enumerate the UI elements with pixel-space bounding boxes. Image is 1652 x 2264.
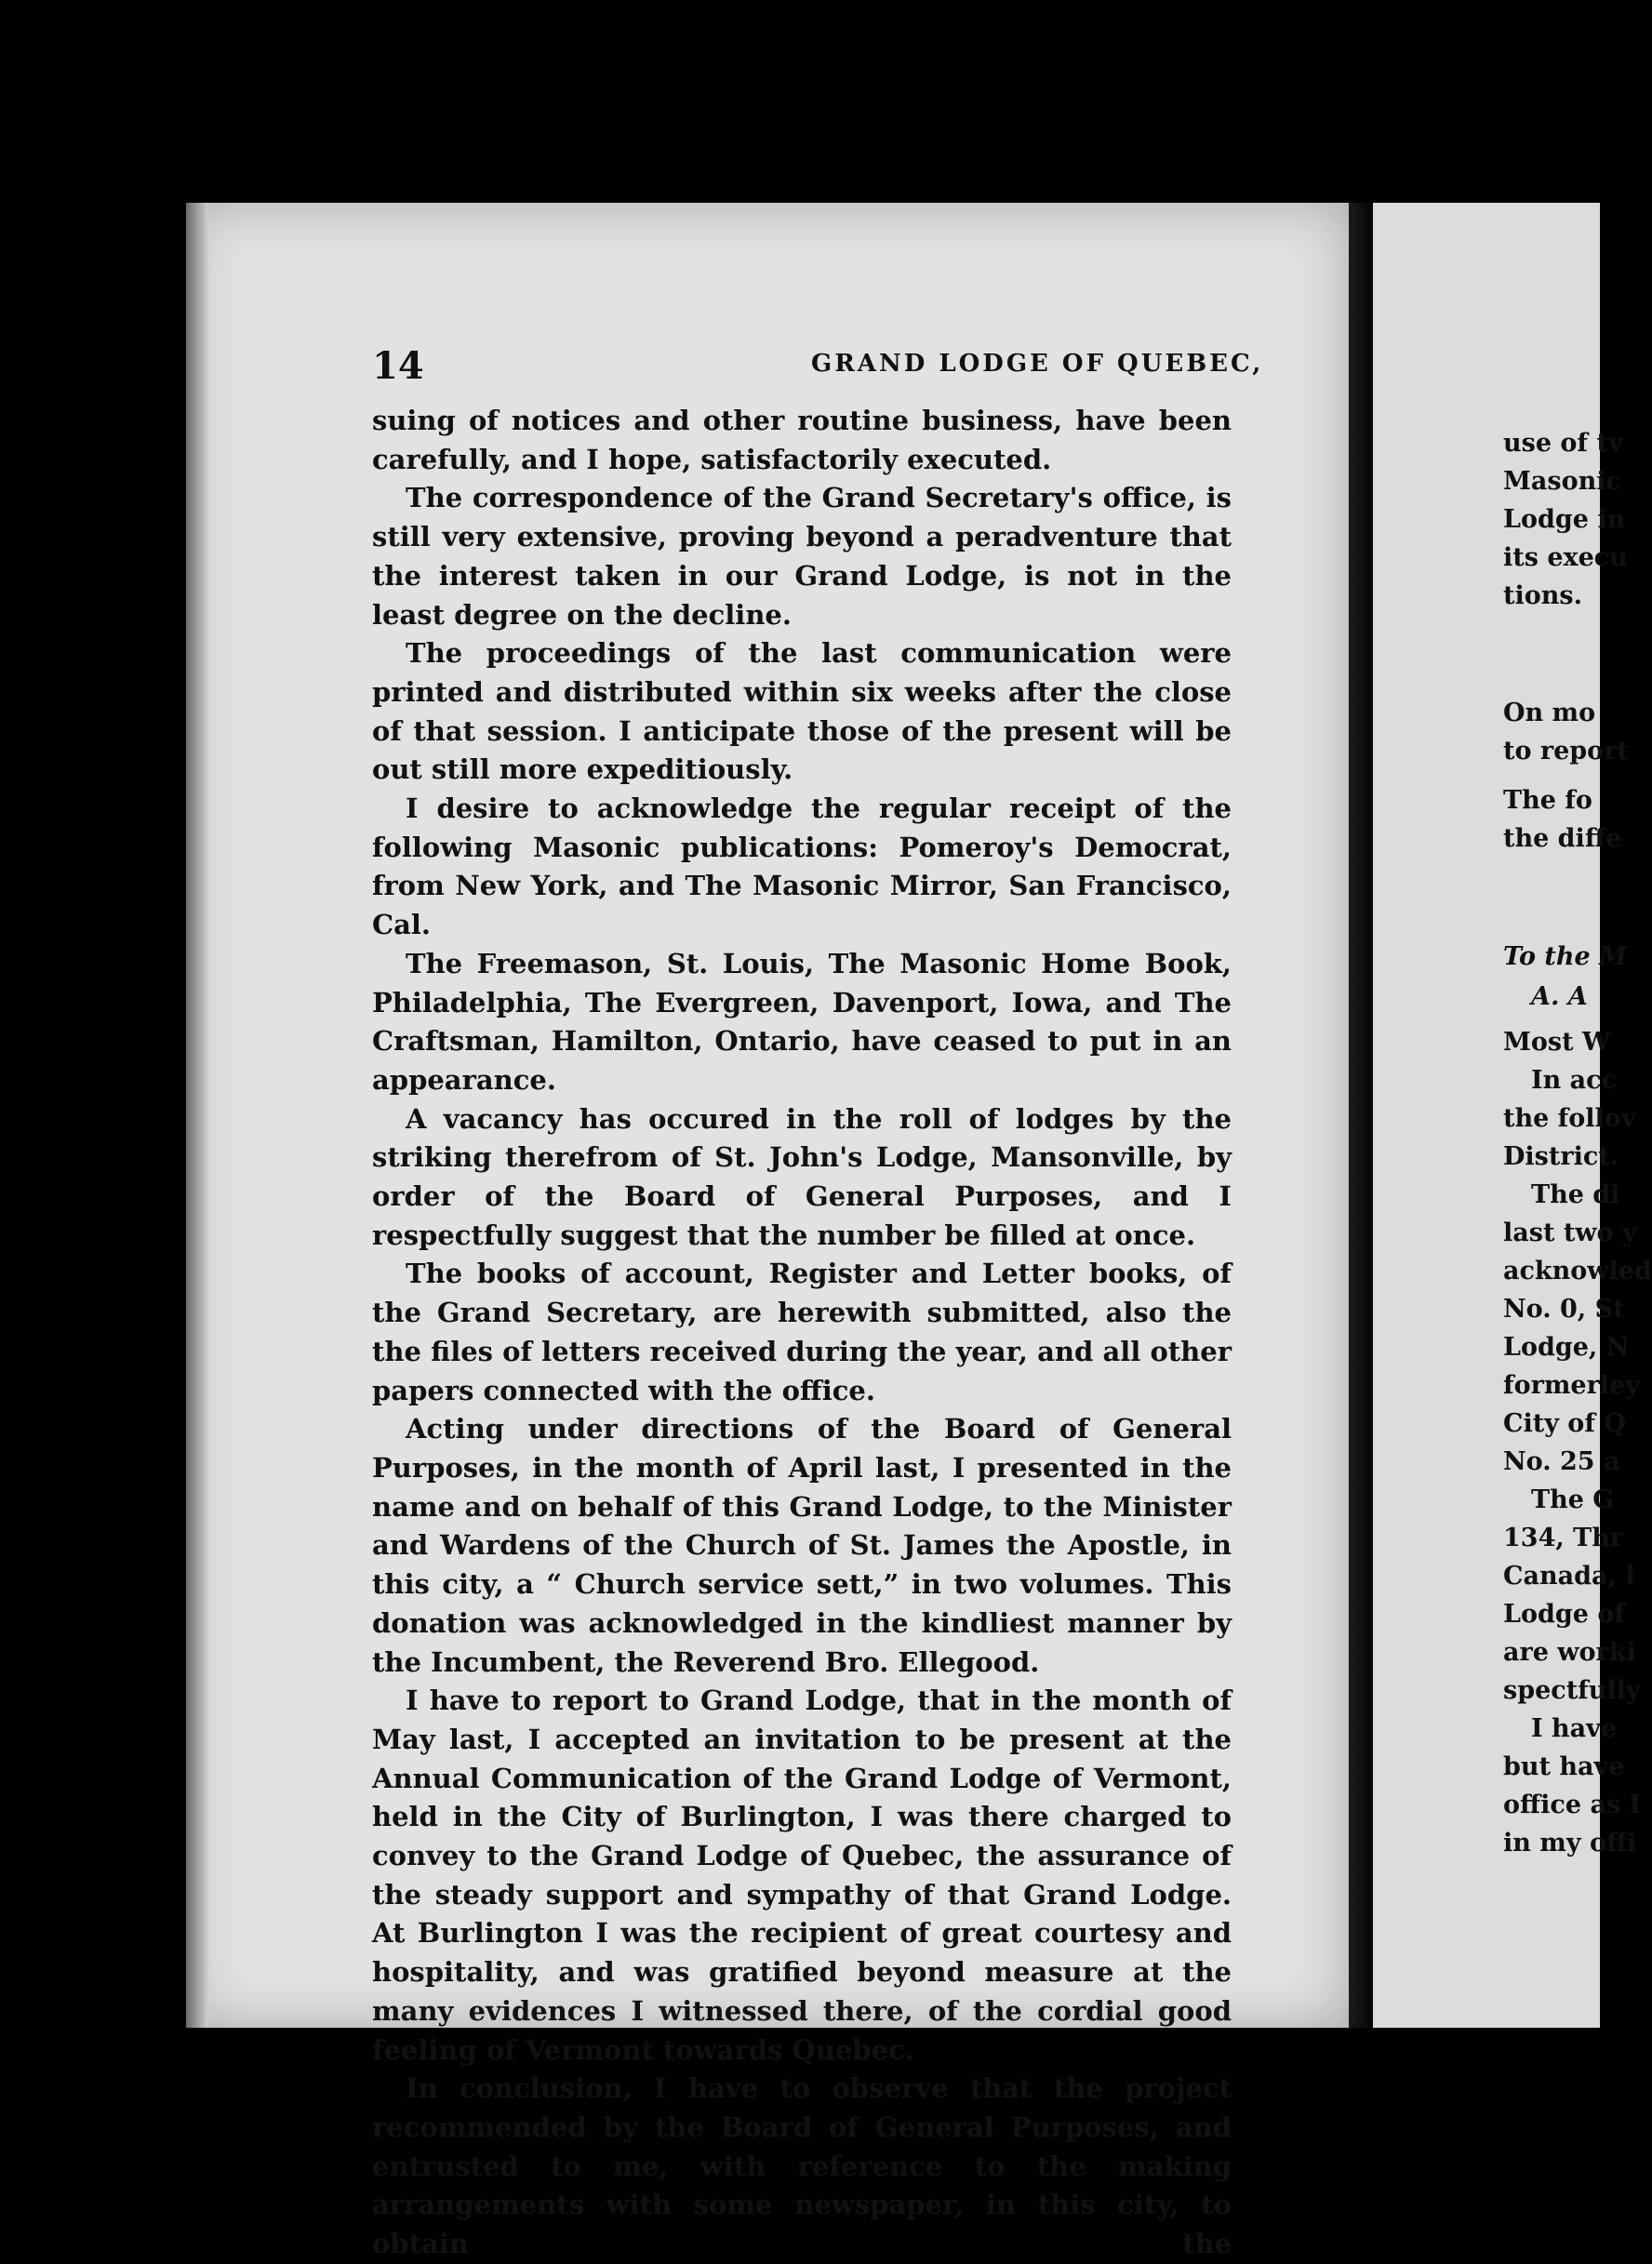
facing-line: The fo: [1503, 786, 1592, 815]
facing-line: acknowled: [1503, 1257, 1652, 1285]
facing-line: last two y: [1503, 1219, 1637, 1247]
paragraph: The Freemason, St. Louis, The Masonic Home Book, Philadelphia, The Evergreen, Davenport, Iowa, and The Craftsman, Hamilton, Ontario, have ceased to put in an appearance.: [372, 947, 1232, 1096]
facing-line: Lodge, N: [1503, 1333, 1630, 1362]
facing-line: A. A: [1531, 982, 1588, 1011]
paragraph: The books of account, Register and Letter books, of the Grand Secretary, are herewith submitted, also the the files of letters received during the year, and all other papers connected with the office.: [372, 1258, 1232, 1406]
facing-line: use of tv: [1503, 429, 1623, 458]
facing-line: Most W: [1503, 1028, 1611, 1057]
facing-line: its execu: [1503, 543, 1628, 572]
paragraph: I have to report to Grand Lodge, that in the month of May last, I accepted an invitation to be present at the Annual Communication of the Grand Lodge of Vermont, held in the City of Burlington, I was there charged to convey to the Grand Lodge of Quebec, the assurance of the steady support and sympathy of that Grand Lodge. At Burlington I was the recipient of great courtesy and hospitality, and was gratified beyond measure at the many evidences I witnessed there, of the cordial good feeling of Vermont towards Quebec.: [372, 1685, 1232, 2066]
facing-line: The di: [1531, 1180, 1620, 1209]
running-title: GRAND LODGE OF QUEBEC,: [811, 350, 1264, 378]
facing-page: [1373, 203, 1652, 2028]
paragraph: A vacancy has occured in the roll of lodges by the striking therefrom of St. John's Lodge, Mansonville, by order of the Board of General Purposes, and I respectfully suggest that the number be filled at once.: [372, 1102, 1232, 1251]
facing-line: 134, Thr: [1503, 1524, 1624, 1552]
facing-line: in my offi: [1503, 1829, 1637, 1858]
facing-line: On mo: [1503, 699, 1596, 727]
facing-line: Canada, l: [1503, 1562, 1635, 1591]
facing-line: spectfully: [1503, 1676, 1641, 1705]
facing-line: To the M: [1503, 942, 1627, 971]
facing-line: No. 0, St: [1503, 1295, 1625, 1324]
facing-line: Lodge of: [1503, 1600, 1625, 1629]
facing-line: the follov: [1503, 1104, 1636, 1133]
paragraph: I desire to acknowledge the regular receipt of the following Masonic publications: Pomeroy's Democrat, from New York, and The Masonic Mirror, San Francisco, Cal.: [372, 792, 1232, 941]
paragraph: Acting under directions of the Board of General Purposes, in the month of April last, I presented in the name and on behalf of this Grand Lodge, to the Minister and Wardens of the Church of St. James the Apostle, in this city, a “ Church service sett,” in two volumes. This donation was acknowledged in the kindliest manner by the Incumbent, the Reverend Bro. Ellegood.: [372, 1413, 1232, 1678]
facing-line: the diffe: [1503, 824, 1622, 853]
facing-line: City of Q: [1503, 1409, 1626, 1438]
book-gutter: [1349, 203, 1373, 2028]
page-header: [372, 344, 1395, 400]
facing-line: to report: [1503, 737, 1629, 766]
paragraph: The correspondence of the Grand Secretary's office, is still very extensive, proving beyond a peradventure that the interest taken in our Grand Lodge, is not in the least degree on the decline.: [372, 482, 1232, 631]
paragraph: suing of notices and other routine business, have been carefully, and I hope, satisfactorily executed.: [372, 405, 1232, 475]
facing-line: The G: [1531, 1485, 1615, 1514]
facing-line: tions.: [1503, 581, 1582, 610]
facing-line: are worki: [1503, 1638, 1636, 1667]
facing-line: In acc: [1531, 1066, 1618, 1095]
paragraph: In conclusion, I have to observe that the project recommended by the Board of General Purposes, and entrusted to me, with reference to the making arrangements with some newspaper, in this city, to obtain the: [372, 2072, 1232, 2260]
facing-line: formerley: [1503, 1371, 1640, 1400]
facing-line: I have: [1531, 1714, 1618, 1743]
paragraph: The proceedings of the last communication were printed and distributed within six weeks after the close of that session. I anticipate those of the present will be out still more expeditiously.: [372, 637, 1232, 786]
facing-line: office as I: [1503, 1791, 1642, 1819]
facing-line: but have: [1503, 1752, 1625, 1781]
facing-line: Lodge in: [1503, 505, 1626, 534]
body-text: [372, 402, 1232, 2264]
facing-line: District.: [1503, 1142, 1619, 1171]
facing-line: No. 25 a: [1503, 1447, 1620, 1476]
page-number: 14: [372, 344, 424, 388]
facing-line: Masonic: [1503, 467, 1621, 496]
